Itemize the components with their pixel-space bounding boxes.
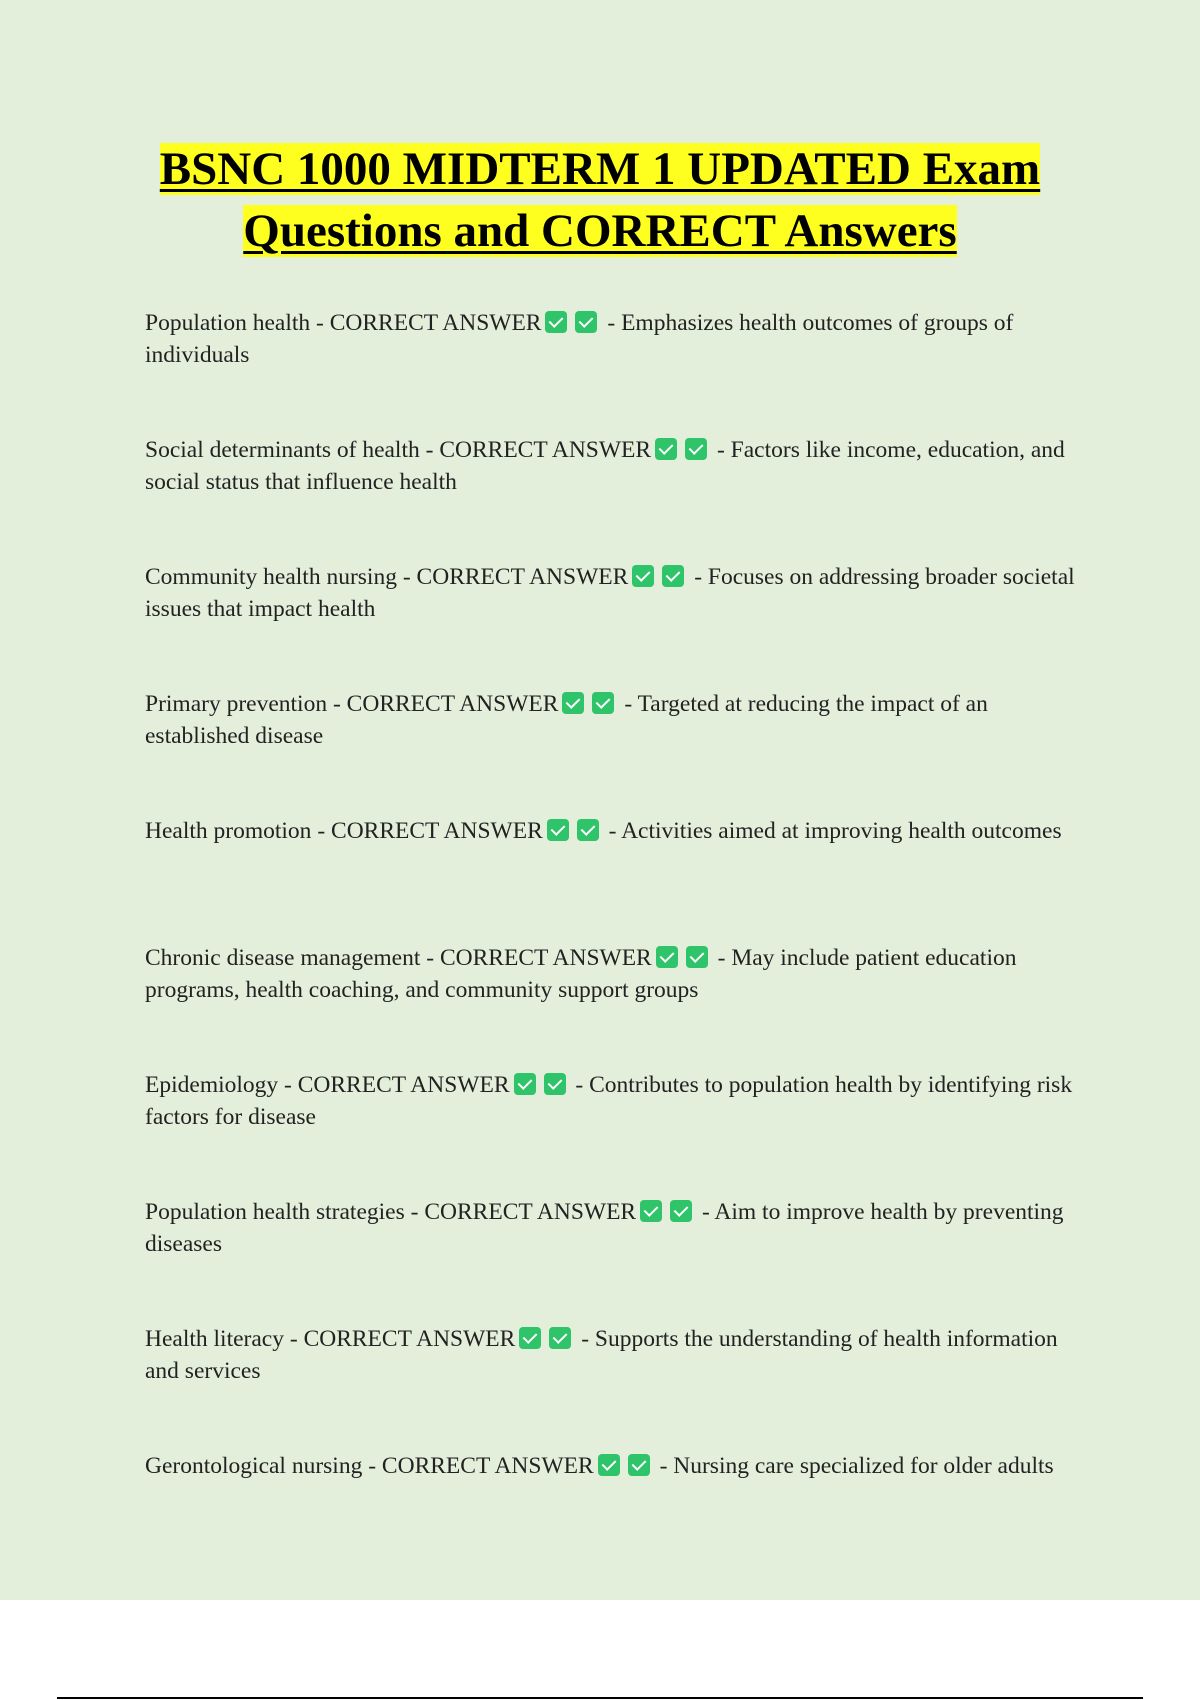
item-term: Chronic disease management (145, 944, 421, 971)
item-separator: - (711, 436, 731, 463)
item-separator: - (688, 563, 708, 590)
check-mark-button-icon (685, 438, 707, 460)
correct-answer-marker: CORRECT ANSWER (303, 1325, 516, 1352)
check-mark-button-icon (670, 1200, 692, 1222)
list-item (145, 1323, 1095, 1418)
item-term: Health promotion (145, 817, 312, 844)
item-term: Gerontological nursing (145, 1452, 363, 1479)
list-item (145, 815, 1095, 910)
item-separator: - (419, 436, 440, 463)
correct-answer-marker: CORRECT ANSWER (439, 436, 652, 463)
item-separator: - (362, 1452, 382, 1479)
correct-answer-marker: CORRECT ANSWER (297, 1071, 510, 1098)
check-mark-button-icon (545, 311, 567, 333)
item-answer: Aim to improve health by preventing diseases (145, 1198, 1064, 1257)
list-item (145, 1069, 1095, 1164)
check-mark-button-icon (562, 692, 584, 714)
footer-divider (57, 1697, 1143, 1699)
check-mark-button-icon (632, 565, 654, 587)
item-answer: May include patient education programs, health coaching, and community support groups (145, 944, 1017, 1003)
item-separator: - (575, 1325, 595, 1352)
list-item (145, 434, 1095, 529)
check-mark-button-icon (547, 819, 569, 841)
item-term: Primary prevention (145, 690, 328, 717)
list-item (145, 1450, 1095, 1545)
page-title (100, 138, 1100, 262)
item-separator: - (696, 1198, 715, 1225)
check-mark-button-icon (577, 819, 599, 841)
item-separator: - (404, 1198, 425, 1225)
check-mark-button-icon (549, 1327, 571, 1349)
correct-answer-marker: CORRECT ANSWER (416, 563, 629, 590)
correct-answer-marker: CORRECT ANSWER (439, 944, 652, 971)
check-mark-button-icon (544, 1073, 566, 1095)
item-separator: - (283, 1325, 304, 1352)
correct-answer-marker: CORRECT ANSWER (381, 1452, 594, 1479)
item-separator: - (602, 817, 622, 844)
list-item (145, 1196, 1095, 1291)
correct-answer-marker: CORRECT ANSWER (329, 309, 542, 336)
item-term: Social determinants of health (145, 436, 420, 463)
item-term: Health literacy (145, 1325, 284, 1352)
list-item (145, 307, 1095, 402)
title-line-2: Questions and CORRECT Answers (243, 205, 957, 257)
check-mark-button-icon (598, 1454, 620, 1476)
item-answer: Emphasizes health outcomes of groups of individuals (145, 309, 1014, 368)
check-mark-button-icon (592, 692, 614, 714)
check-mark-button-icon (575, 311, 597, 333)
title-line-1: BSNC 1000 MIDTERM 1 UPDATED Exam (159, 143, 1041, 195)
item-separator: - (396, 563, 417, 590)
check-mark-button-icon (640, 1200, 662, 1222)
check-mark-button-icon (655, 438, 677, 460)
item-answer: Nursing care specialized for older adults (673, 1452, 1054, 1479)
item-separator: - (327, 690, 347, 717)
correct-answer-marker: CORRECT ANSWER (424, 1198, 637, 1225)
item-term: Epidemiology (145, 1071, 279, 1098)
check-mark-button-icon (519, 1327, 541, 1349)
item-answer: Factors like income, education, and social status that influence health (145, 436, 1065, 495)
list-item (145, 688, 1095, 783)
item-answer: Contributes to population health by identifying risk factors for disease (145, 1071, 1073, 1130)
list-item (145, 561, 1095, 656)
check-mark-button-icon (656, 946, 678, 968)
check-mark-button-icon (514, 1073, 536, 1095)
check-mark-button-icon (686, 946, 708, 968)
item-term: Community health nursing (145, 563, 397, 590)
item-answer: Targeted at reducing the impact of an established disease (145, 690, 988, 749)
item-separator: - (310, 309, 330, 336)
correct-answer-marker: CORRECT ANSWER (331, 817, 543, 844)
item-term: Population health (145, 309, 311, 336)
list-item (145, 942, 1095, 1037)
qa-list (145, 283, 1095, 1577)
item-separator: - (601, 309, 622, 336)
item-separator: - (711, 944, 732, 971)
item-answer: Activities aimed at improving health outcomes (621, 817, 1062, 844)
item-separator: - (569, 1071, 590, 1098)
item-answer: Supports the understanding of health information and services (145, 1325, 1058, 1384)
item-separator: - (420, 944, 440, 971)
item-separator: - (278, 1071, 298, 1098)
item-answer: Focuses on addressing broader societal issues that impact health (145, 563, 1075, 622)
item-separator: - (618, 690, 638, 717)
item-separator: - (311, 817, 332, 844)
check-mark-button-icon (628, 1454, 650, 1476)
item-term: Population health strategies (145, 1198, 405, 1225)
item-separator: - (653, 1452, 674, 1479)
correct-answer-marker: CORRECT ANSWER (346, 690, 559, 717)
check-mark-button-icon (662, 565, 684, 587)
